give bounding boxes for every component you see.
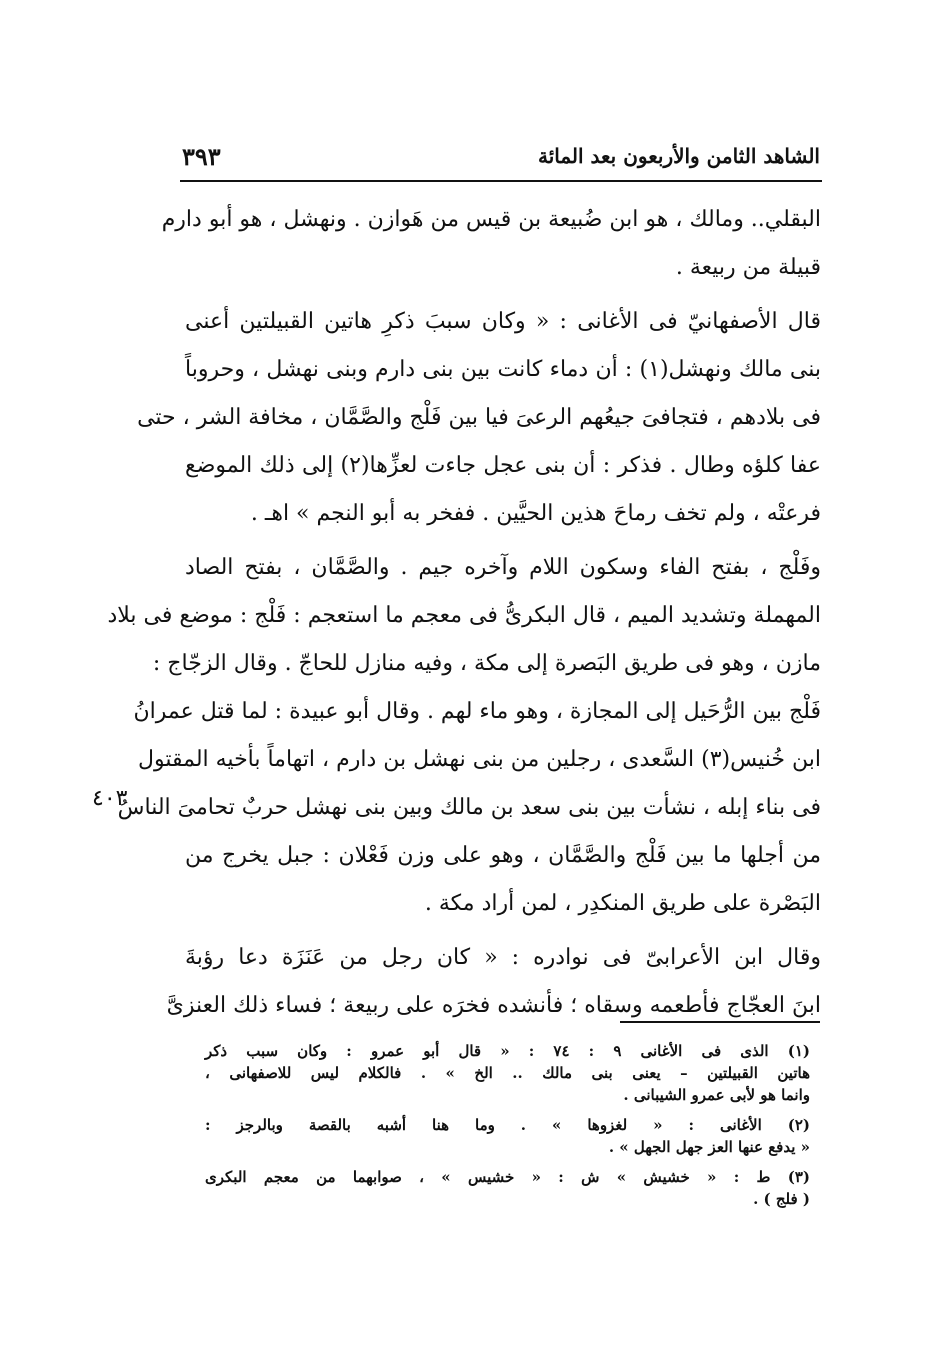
paragraph-4 bbox=[166, 934, 821, 1030]
footnote-line: « يدفع عنها العز جهل الجهل » . bbox=[608, 1138, 810, 1156]
text-line: قبيلة من ربيعة . bbox=[675, 255, 821, 280]
text-line: البَصْرة على طريق المنكدِر ، لمن أراد مكة . bbox=[424, 891, 821, 916]
running-title: الشاهد الثامن والأربعون بعد المائة bbox=[537, 144, 820, 168]
paragraph-2 bbox=[137, 298, 822, 538]
text-line: البقلي.. ومالك ، هو ابن ضُبيعة بن قيس من هَوازن . ونهشل ، هو أبو دارم bbox=[161, 207, 821, 232]
footnote-2 bbox=[205, 1114, 810, 1158]
text-line: المهملة وتشديد الميم ، قال البكرىُّ فى معجم ما استعجم : فَلْج : موضع فى بلاد bbox=[107, 603, 821, 628]
footnote-line: (٢) الأغانى : « لغزوها » . وما هنا أشبه بالقصة وبالرجز : bbox=[205, 1116, 810, 1134]
footnote-line: (٣) ط : « خشيش » ش : « خشيس » ، صوابهما من معجم البكرى bbox=[205, 1168, 810, 1186]
footnotes bbox=[205, 1040, 810, 1218]
text-line: مازن ، وهو فى طريق البَصرة إلى مكة ، وفيه منازل للحاجّ . وقال الزجّاج : bbox=[152, 651, 821, 676]
text-line: قال الأصفهانيّ فى الأغانى : « وكان سببَ ذكرِ هاتين القبيلتين أعنى bbox=[185, 309, 821, 334]
text-line: ابن خُنيس(٣) السَّعدى ، رجلين من بنى نهشل بن دارم ، اتهاماً بأخيه المقتول bbox=[137, 747, 821, 772]
text-line: وفَلْج ، بفتح الفاء وسكون اللام وآخره جيم . والصَّمَّان ، بفتح الصاد bbox=[185, 555, 821, 580]
margin-page-number: ٤٠٣ bbox=[92, 786, 128, 811]
footnote-line: هاتين القبيلتين – يعنى بنى مالك .. الخ » . فالكلام ليس للاصفهانى ، bbox=[205, 1064, 810, 1082]
text-line: من أجلها ما بين فَلْج والصَّمَّان ، وهو على وزن فَعْلان : جبل يخرج من bbox=[185, 843, 821, 868]
footnote-3 bbox=[205, 1166, 810, 1210]
footnote-line: وانما هو لأبى عمرو الشيبانى . bbox=[623, 1086, 810, 1104]
running-header bbox=[180, 140, 820, 180]
text-line: ابنَ العجّاج فأطعمه وسقاه ؛ فأنشده فخرَه على ربيعة ؛ فساء ذلك العنزىَّ bbox=[166, 993, 821, 1018]
paragraph-1 bbox=[161, 196, 821, 292]
text-line: فرعتْه ، ولم تخف رماحَ هذين الحيَّين . ففخر به أبو النجم » اهـ . bbox=[250, 501, 821, 526]
text-line: وقال ابن الأعرابىّ فى نوادره : « كان رجل من عَنَزَة دعا رؤبةَ bbox=[185, 945, 821, 970]
text-line: فى بناء إبله ، نشأت بين بنى سعد بن مالك وبين بنى نهشل حربٌ تحامىَ الناسُ bbox=[117, 795, 821, 820]
text-line: فى بلادهم ، فتجافىَ جيعُهم الرعىَ فيا بين فَلْج والصَّمَّان ، مخافة الشر ، حتى bbox=[137, 405, 821, 430]
footnote-divider bbox=[620, 1021, 820, 1023]
text-line: فَلْج بين الرُّحَيل إلى المجازة ، وهو ماء لهم . وقال أبو عبيدة : لما قتل عمرانُ bbox=[133, 699, 821, 724]
page-number: ٣٩٣ bbox=[182, 142, 221, 171]
header-divider bbox=[180, 180, 822, 182]
footnote-line: ( فلج ) . bbox=[753, 1190, 810, 1208]
footnote-1 bbox=[205, 1040, 810, 1106]
text-line: عفا كلؤه وطال . فذكر : أن بنى عجل جاءت لعزِّها(٢) إلى ذلك الموضع bbox=[185, 453, 822, 478]
text-line: بنى مالك ونهشل(١) : أن دماء كانت بين بنى دارم وبنى نهشل ، وحروباً bbox=[185, 357, 821, 382]
footnote-line: (١) الذى فى الأغانى ٩ : ٧٤ : « قال أبو عمرو : وكان سبب ذكر bbox=[205, 1042, 811, 1060]
